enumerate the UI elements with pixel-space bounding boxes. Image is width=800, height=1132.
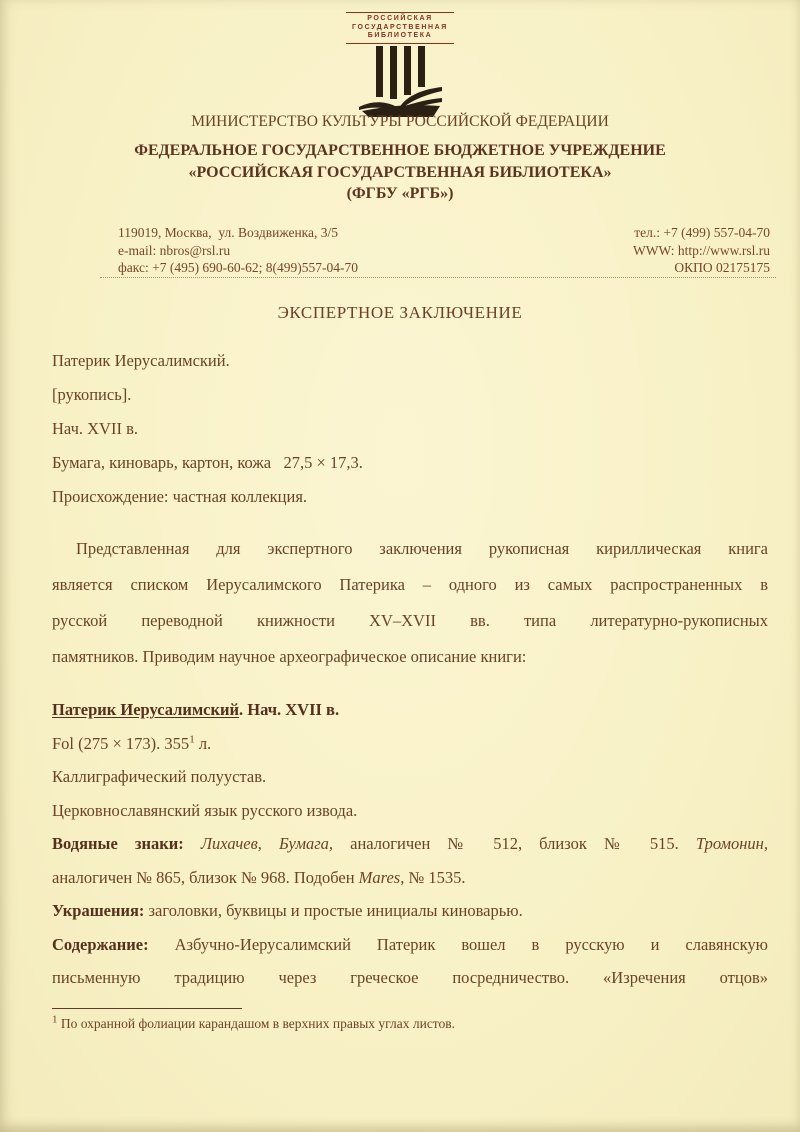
entry-language: Церковнославянский язык русского извода. (52, 800, 358, 820)
watermarks-ref-italic: Тромонин, (695, 834, 768, 853)
contacts-phone-block (633, 224, 770, 277)
watermarks-ref-italic: Mares (358, 867, 401, 887)
intro-line: памятников. Приводим научное археографическое описание книги: (52, 647, 527, 666)
entry-contents-line1 (52, 928, 768, 962)
footnote-separator-rule (52, 1008, 242, 1009)
logo-text-line2: ГОСУДАРСТВЕННАЯ (352, 23, 448, 31)
footnote-text: По охранной фолиации карандашом в верхних правых углах листов. (57, 1016, 456, 1031)
org-line2: «РОССИЙСКАЯ ГОСУДАРСТВЕННАЯ БИБЛИОТЕКА» (188, 163, 612, 181)
entry-collation (52, 727, 768, 761)
watermarks-label: Водяные знаки: (52, 834, 201, 853)
entry-heading-date: . Нач. XVII в. (239, 700, 340, 719)
okpo-line: ОКПО 02175175 (674, 260, 770, 275)
entry-contents-line2: письменную традицию через греческое посредничество. «Изречения отцов» (52, 968, 768, 987)
decorations-label: Украшения: (52, 901, 149, 920)
decorations-text: заголовки, буквицы и простые инициалы киноварью. (148, 901, 523, 920)
org-line1: ФЕДЕРАЛЬНОЕ ГОСУДАРСТВЕННОЕ БЮДЖЕТНОЕ УЧРЕЖДЕНИЕ (134, 142, 666, 159)
intro-line: является списком Иерусалимского Патерика – одного из самых распространенных в (52, 575, 768, 594)
header-separator-rule (100, 277, 776, 278)
logo-rule-bottom (346, 43, 454, 44)
logo-text-line1: РОССИЙСКАЯ (367, 15, 433, 22)
rsl-logo (0, 10, 800, 118)
description-line-type: [рукопись]. (52, 385, 132, 404)
org-line3: (ФГБУ «РГБ») (346, 185, 454, 202)
footnote (52, 1013, 752, 1032)
contents-label: Содержание: (52, 934, 175, 954)
ministry-line: МИНИСТЕРСТВО КУЛЬТУРЫ РОССИЙСКОЙ ФЕДЕРАЦИИ (191, 113, 609, 130)
description-line-provenance: Происхождение: частная коллекция. (52, 487, 308, 506)
document-title: ЭКСПЕРТНОЕ ЗАКЛЮЧЕНИЕ (277, 303, 523, 322)
contents-text: Азбучно-Иерусалимский Патерик вошел в русскую и славянскую (174, 934, 768, 954)
archaeographic-entry (52, 693, 768, 995)
fax-line: факс: +7 (495) 690-60-62; 8(499)557-04-70 (118, 260, 359, 275)
rsl-library-emblem-icon (354, 46, 446, 118)
collation-text: Fol (275 × 173). 355 (52, 733, 190, 753)
logo-text-line3: БИБЛИОТЕКА (367, 32, 433, 39)
footnote-ref-marker: 1 (189, 733, 195, 745)
collation-suffix: л. (194, 733, 212, 753)
description-line-title: Патерик Иерусалимский. (52, 351, 230, 370)
entry-script: Каллиграфический полуустав. (52, 767, 267, 786)
description-line-materials: Бумага, киноварь, картон, кожа 27,5 × 17,3. (52, 453, 363, 472)
watermarks-text: аналогичен № 865, близок № 968. Подобен (52, 867, 359, 887)
address-line: 119019, Москва, ул. Воздвиженка, 3/5 (118, 225, 339, 240)
intro-line: русской переводной книжности XV–XVII вв. типа литературно-рукописных (52, 611, 768, 630)
logo-rule-top (346, 12, 454, 13)
organization-block (0, 140, 800, 205)
description-line-date: Нач. XVII в. (52, 419, 138, 438)
footnote-marker: 1 (52, 1013, 58, 1026)
phone-line: тел.: +7 (499) 557-04-70 (634, 225, 770, 240)
intro-line: Представленная для экспертного заключения рукописная кириллическая книга (76, 539, 768, 558)
contacts-address-block (118, 224, 358, 277)
intro-paragraph (52, 531, 768, 675)
entry-watermarks-line2 (52, 861, 768, 895)
entry-heading-title: Патерик Иерусалимский (52, 700, 240, 719)
watermarks-text: , № 1535. (400, 867, 466, 887)
watermarks-ref-italic: Лихачев, Бумага, (200, 834, 351, 853)
watermarks-text: аналогичен № 512, близок № 515. (350, 834, 696, 853)
object-description (52, 329, 768, 514)
www-line: WWW: http://www.rsl.ru (633, 242, 770, 258)
entry-watermarks-line1 (52, 827, 768, 861)
entry-decorations (52, 894, 768, 928)
email-line: e-mail: nbros@rsl.ru (118, 242, 231, 258)
entry-heading (52, 693, 768, 727)
